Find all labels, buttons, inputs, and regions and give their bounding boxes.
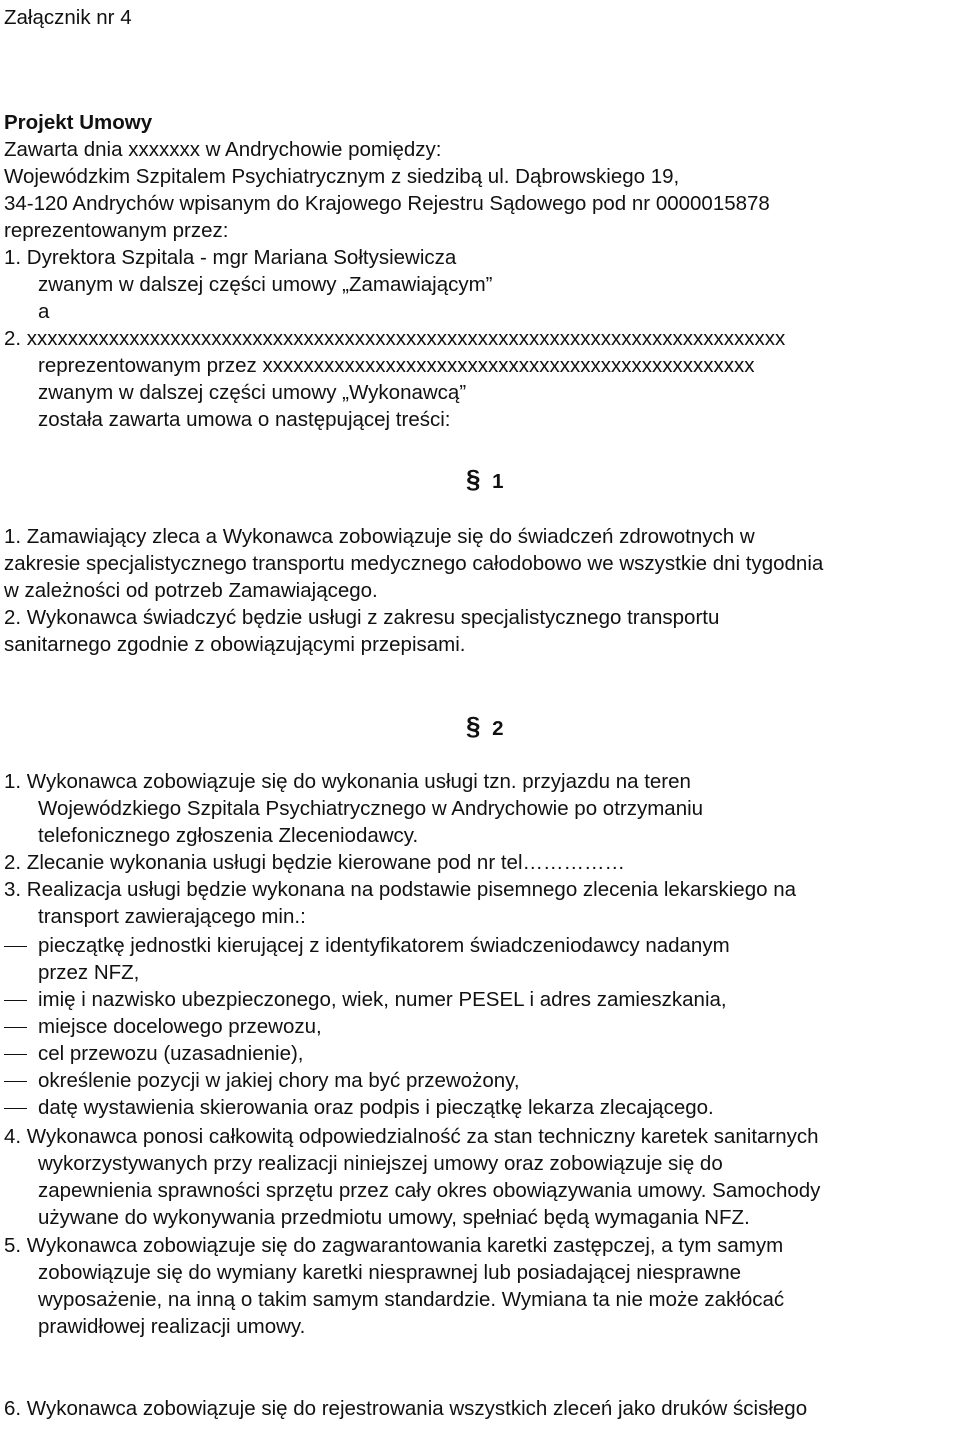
party2-line: 2. xxxxxxxxxxxxxxxxxxxxxxxxxxxxxxxxxxxxxxxxxxxxxxxxxxxxxxxxxxxxxxxxxxxxxxxxxx (4, 327, 786, 350)
intro-line: Zawarta dnia xxxxxxx w Andrychowie pomiędzy: (4, 138, 442, 161)
dash-bullet (4, 946, 27, 947)
bullet-item: pieczątkę jednostki kierującej z identyfikatorem świadczeniodawcy nadanym (38, 934, 730, 957)
section-number: 1 (492, 470, 504, 493)
section2-line: 3. Realizacja usługi będzie wykonana na podstawie pisemnego zlecenia lekarskiego na (4, 878, 797, 901)
section2-line: 1. Wykonawca zobowiązuje się do wykonania usługi tzn. przyjazdu na teren (4, 770, 691, 793)
section2-line: prawidłowej realizacji umowy. (38, 1315, 306, 1338)
party2-line: zwanym w dalszej części umowy „Wykonawcą” (38, 381, 467, 404)
section2-line: Wojewódzkiego Szpitala Psychiatrycznego w Andrychowie po otrzymaniu (38, 797, 704, 820)
section-number: 2 (492, 717, 504, 740)
bullet-item: cel przewozu (uzasadnienie), (38, 1042, 304, 1065)
section1-line: w zależności od potrzeb Zamawiającego. (4, 579, 378, 602)
section2-line: zapewnienia sprawności sprzętu przez cały okres obowiązywania umowy. Samochody (38, 1179, 821, 1202)
bullet-item: określenie pozycji w jakiej chory ma być przewożony, (38, 1069, 520, 1092)
section-heading-2 (466, 713, 504, 742)
section2-line: wykorzystywanych przy realizacji niniejszej umowy oraz zobowiązuje się do (38, 1152, 723, 1175)
party1-line: zwanym w dalszej części umowy „Zamawiającym” (38, 273, 493, 296)
section2-line: 5. Wykonawca zobowiązuje się do zagwarantowania karetki zastępczej, a tym samym (4, 1234, 784, 1257)
section2-line: 6. Wykonawca zobowiązuje się do rejestrowania wszystkich zleceń jako druków ścisłego (4, 1397, 808, 1420)
section2-line: transport zawierającego min.: (38, 905, 306, 928)
dash-bullet (4, 1027, 27, 1028)
party1-line: 1. Dyrektora Szpitala - mgr Mariana Sołtysiewicza (4, 246, 457, 269)
dash-bullet (4, 1081, 27, 1082)
intro-line: Wojewódzkim Szpitalem Psychiatrycznym z siedzibą ul. Dąbrowskiego 19, (4, 165, 680, 188)
bullet-item: datę wystawienia skierowania oraz podpis i pieczątkę lekarza zlecającego. (38, 1096, 714, 1119)
bullet-item: imię i nazwisko ubezpieczonego, wiek, numer PESEL i adres zamieszkania, (38, 988, 727, 1011)
dash-bullet (4, 1000, 27, 1001)
section2-line: zobowiązuje się do wymiany karetki niesprawnej lub posiadającej niesprawne (38, 1261, 742, 1284)
bullet-item: przez NFZ, (38, 961, 140, 984)
contract-title: Projekt Umowy (4, 111, 153, 134)
dash-bullet (4, 1054, 27, 1055)
section2-line: 4. Wykonawca ponosi całkowitą odpowiedzialność za stan techniczny karetek sanitarnych (4, 1125, 819, 1148)
section2-line: używane do wykonywania przedmiotu umowy, spełniać będą wymagania NFZ. (38, 1206, 750, 1229)
bullet-item: miejsce docelowego przewozu, (38, 1015, 322, 1038)
attachment-header: Załącznik nr 4 (4, 6, 132, 29)
intro-line: 34-120 Andrychów wpisanym do Krajowego Rejestru Sądowego pod nr 0000015878 (4, 192, 770, 215)
section-symbol: § (466, 464, 481, 494)
section2-line: telefonicznego zgłoszenia Zleceniodawcy. (38, 824, 419, 847)
section1-line: zakresie specjalistycznego transportu medycznego całodobowo we wszystkie dni tygodnia (4, 552, 824, 575)
section2-line: wyposażenie, na inną o takim samym standardzie. Wymiana ta nie może zakłócać (38, 1288, 785, 1311)
intro-line: reprezentowanym przez: (4, 219, 229, 242)
section1-line: sanitarnego zgodnie z obowiązującymi przepisami. (4, 633, 466, 656)
party2-line: reprezentowanym przez xxxxxxxxxxxxxxxxxxxxxxxxxxxxxxxxxxxxxxxxxxxxxxxx (38, 354, 755, 377)
section2-line: 2. Zlecanie wykonania usługi będzie kierowane pod nr tel…………… (4, 851, 626, 874)
section-symbol: § (466, 711, 481, 741)
party2-line: została zawarta umowa o następującej treści: (38, 408, 451, 431)
section1-line: 2. Wykonawca świadczyć będzie usługi z zakresu specjalistycznego transportu (4, 606, 720, 629)
dash-bullet (4, 1108, 27, 1109)
section1-line: 1. Zamawiający zleca a Wykonawca zobowiązuje się do świadczeń zdrowotnych w (4, 525, 755, 548)
party1-line: a (38, 300, 50, 323)
section-heading-1 (466, 466, 504, 495)
